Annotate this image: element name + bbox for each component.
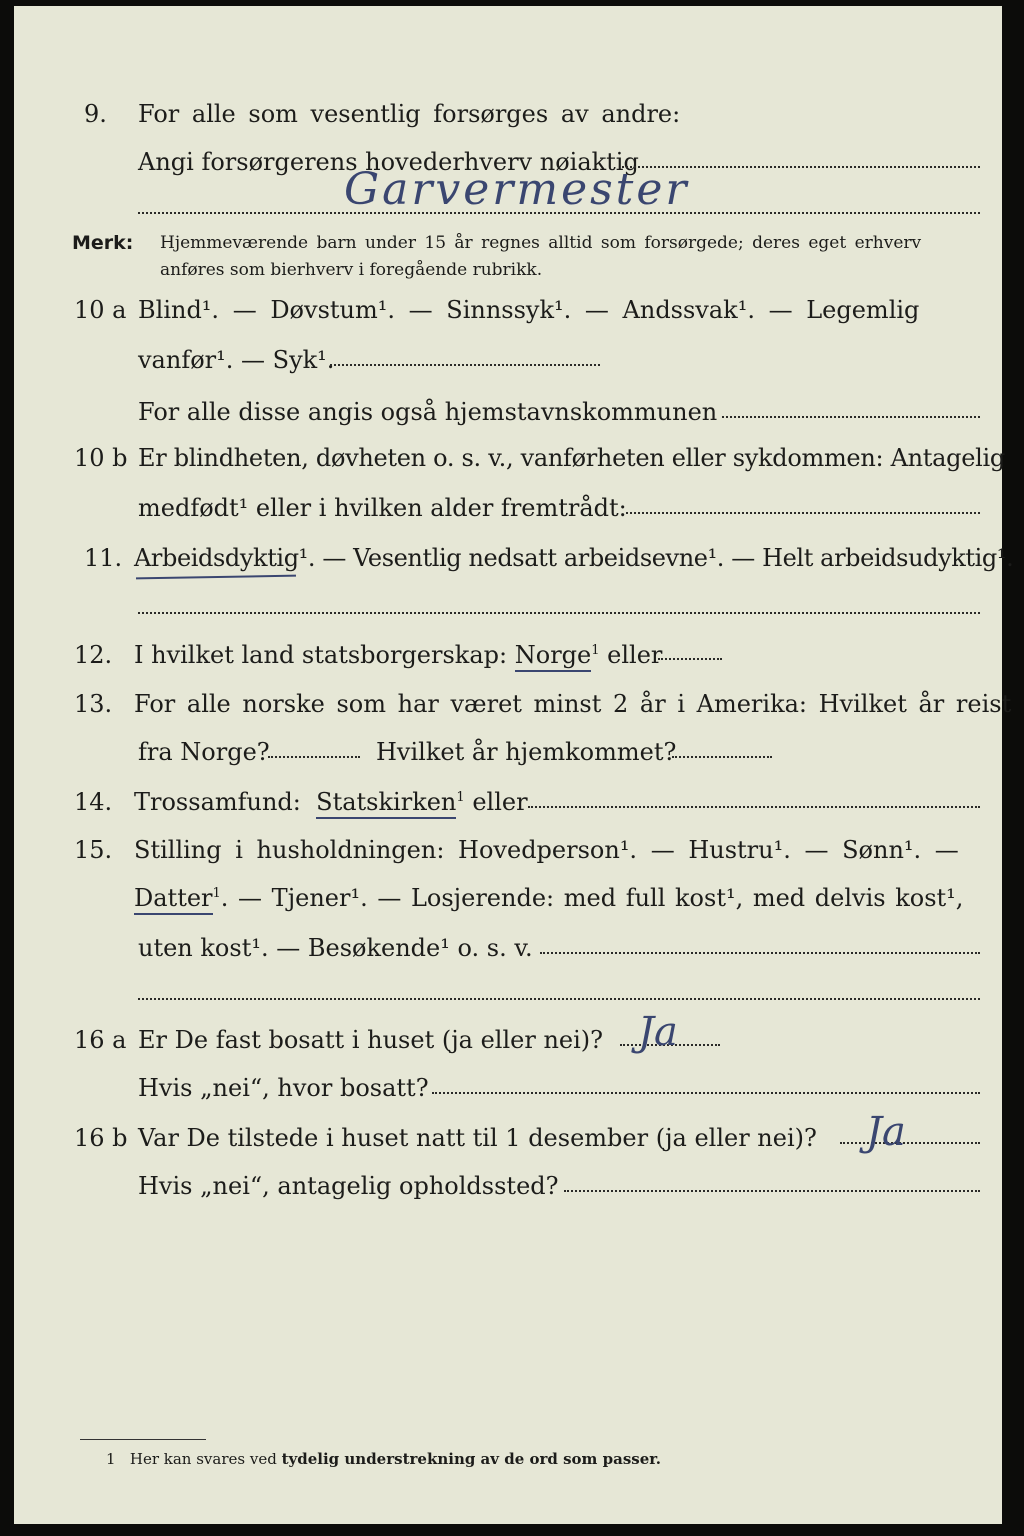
q9-answer-line-2 — [138, 212, 980, 214]
q10b-answer-line — [626, 512, 980, 514]
q10a-hjemstavn-line — [722, 416, 980, 418]
footnote-marker: 1 — [106, 1450, 116, 1468]
q10a-syk-line — [330, 364, 600, 366]
q16b-text-line1: Var De tilstede i huset natt til 1 desember (ja eller nei)? — [138, 1124, 817, 1152]
q16a-handwritten-answer: Ja — [638, 1009, 678, 1055]
q9-text-line2: Angi forsørgerens hovederhverv nøiaktig — [138, 148, 639, 176]
q9-handwritten-answer: Garvermester — [344, 164, 690, 215]
q12-text — [134, 643, 662, 667]
q14-statskirken-underlined: Statskirken — [316, 788, 456, 819]
q10b-text-line1: Er blindheten, døvheten o. s. v., vanførheten eller sykdommen: Antagelig — [138, 444, 1005, 472]
q15-line2-rest: . — Tjener¹. — Losjerende: med full kost¹, med delvis kost¹, — [220, 884, 964, 912]
q13-number: 13. — [74, 690, 113, 718]
q16b-opholdssted-line — [564, 1190, 980, 1192]
q16a-text-line1: Er De fast bosatt i huset (ja eller nei)? — [138, 1026, 604, 1054]
q13-text-line1: For alle norske som har været minst 2 år i Amerika: Hvilket år reist — [134, 690, 1012, 718]
q14-footnote-mark: 1 — [456, 790, 465, 805]
census-form-page — [14, 6, 1014, 1524]
q12-number: 12. — [74, 641, 113, 669]
q16a-bosatt-line — [432, 1092, 980, 1094]
merk-text-line2: anføres som bierhverv i foregående rubrikk. — [160, 260, 543, 280]
q11-number: 11. — [84, 544, 123, 572]
footnote — [106, 1452, 661, 1467]
q16b-text-line2: Hvis „nei“, antagelig opholdssted? — [138, 1172, 559, 1200]
q11-answer-line — [138, 612, 980, 614]
q12-answer-line — [658, 658, 722, 660]
q13-text-line2a: fra Norge? — [138, 738, 270, 766]
q12-footnote-mark: 1 — [591, 643, 600, 658]
q16b-handwritten-answer: Ja — [866, 1109, 906, 1155]
footnote-text-bold: tydelig understrekning av de ord som passer. — [281, 1450, 662, 1468]
q10b-text-line2: medfødt¹ eller i hvilken alder fremtrådt: — [138, 494, 627, 522]
merk-text-line1: Hjemmeværende barn under 15 år regnes alltid som forsørgede; deres eget erhverv — [160, 233, 922, 253]
q13-reist-line — [268, 756, 360, 758]
q14-prefix: Trossamfund: — [134, 788, 301, 816]
q15-text-line2 — [134, 886, 963, 910]
q12-suffix: eller — [607, 641, 663, 669]
q10b-number: 10 b — [74, 444, 128, 472]
q16b-answer-line — [840, 1142, 980, 1144]
q15-footnote-mark: 1 — [212, 886, 221, 901]
q10a-text-line2: vanfør¹. — Syk¹. — [138, 346, 335, 374]
q14-text — [134, 790, 528, 814]
q14-suffix: eller — [472, 788, 528, 816]
q15-number: 15. — [74, 836, 113, 864]
q13-text-line2b: Hvilket år hjemkommet? — [376, 738, 677, 766]
q15-text-line3: uten kost¹. — Besøkende¹ o. s. v. — [138, 934, 533, 962]
q15-text-line1: Stilling i husholdningen: Hovedperson¹. — Hustru¹. — Sønn¹. — — [134, 836, 959, 864]
q14-answer-line — [528, 806, 980, 808]
q13-hjemkommet-line — [672, 756, 772, 758]
footnote-text-plain: Her kan svares ved — [129, 1450, 277, 1468]
q10a-text-line3: For alle disse angis også hjemstavnskommunen — [138, 398, 718, 426]
q16b-number: 16 b — [74, 1124, 128, 1152]
q15-datter-underlined: Datter — [134, 884, 213, 915]
q12-prefix: I hvilket land statsborgerskap: — [134, 641, 508, 669]
q15-answer-line-2 — [138, 998, 980, 1000]
q14-number: 14. — [74, 788, 113, 816]
q11-underline-mark — [136, 575, 296, 580]
q9-text-line1: For alle som vesentlig forsørges av andre: — [138, 100, 681, 128]
q15-answer-line — [540, 952, 980, 954]
merk-label: Merk: — [72, 232, 134, 254]
q16a-text-line2: Hvis „nei“, hvor bosatt? — [138, 1074, 429, 1102]
q16a-number: 16 a — [74, 1026, 127, 1054]
q12-norge-underlined: Norge — [515, 641, 592, 672]
q10a-number: 10 a — [74, 296, 127, 324]
footnote-rule — [80, 1439, 206, 1440]
q11-text-line1: Arbeidsdyktig¹. — Vesentlig nedsatt arbeidsevne¹. — Helt arbeidsudyktig¹. — [134, 544, 1014, 572]
q10a-text-line1: Blind¹. — Døvstum¹. — Sinnssyk¹. — Andssvak¹. — Legemlig — [138, 296, 920, 324]
q9-number: 9. — [84, 100, 107, 128]
